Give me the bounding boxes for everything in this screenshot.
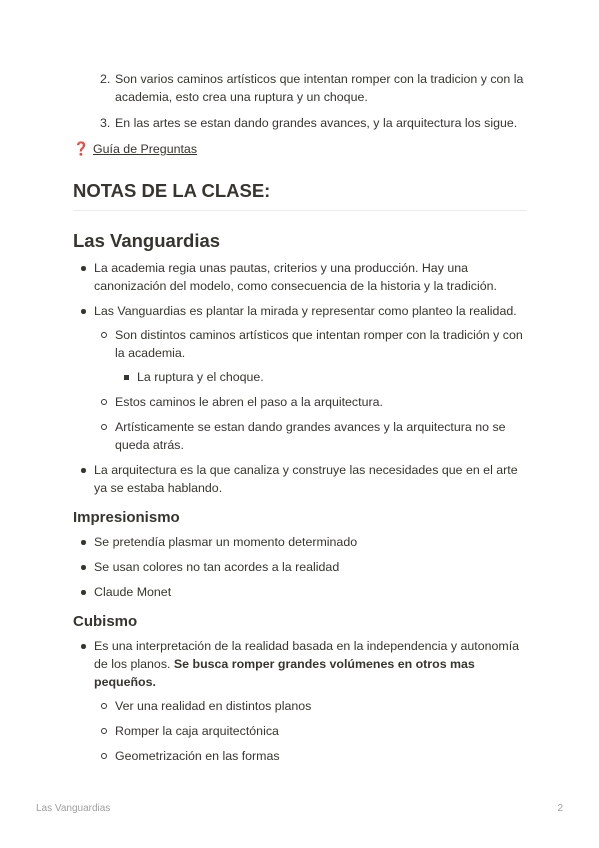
guide-link[interactable]: Guía de Preguntas bbox=[93, 142, 198, 156]
question-mark-icon: ❓ bbox=[73, 141, 90, 156]
list-item-bold-text: Se busca romper grandes volúmenes en otros mas pequeños. bbox=[94, 657, 475, 689]
list-item-text: Geometrización en las formas bbox=[115, 749, 280, 763]
list-item-text: Las Vanguardias es plantar la mirada y representar como planteo la realidad. bbox=[94, 304, 517, 318]
list-item-text: Ver una realidad en distintos planos bbox=[115, 699, 312, 713]
nested-list bbox=[94, 697, 527, 765]
page-content bbox=[73, 70, 527, 772]
list-item bbox=[73, 533, 527, 551]
list-item-text: Se pretendía plasmar un momento determinado bbox=[94, 535, 358, 549]
list-item bbox=[73, 637, 527, 765]
cubismo-list bbox=[73, 637, 527, 765]
list-item bbox=[94, 747, 527, 765]
nested-list bbox=[94, 326, 527, 454]
section-title-vanguardias: Las Vanguardias bbox=[73, 230, 221, 251]
list-item bbox=[94, 697, 527, 715]
section-title-cubismo: Cubismo bbox=[73, 613, 138, 630]
list-item bbox=[73, 114, 527, 132]
list-item-text: Artísticamente se estan dando grandes avances y la arquitectura no se queda atrás. bbox=[115, 420, 506, 452]
list-item bbox=[73, 302, 527, 454]
section-title-impresionismo: Impresionismo bbox=[73, 509, 180, 526]
list-item bbox=[94, 722, 527, 740]
list-item-text: La ruptura y el choque. bbox=[137, 370, 264, 384]
list-item-text: En las artes se estan dando grandes avances, y la arquitectura los sigue. bbox=[115, 116, 518, 130]
list-number: 2. bbox=[100, 72, 111, 86]
list-item-text: Claude Monet bbox=[94, 585, 172, 599]
list-item bbox=[73, 461, 527, 497]
page-number: 2 bbox=[557, 803, 563, 814]
list-item-text: La arquitectura es la que canaliza y construye las necesidades que en el arte ya se estaba hablando. bbox=[94, 463, 518, 495]
footer-title: Las Vanguardias bbox=[36, 803, 111, 814]
list-item bbox=[115, 368, 527, 386]
list-item-text: Romper la caja arquitectónica bbox=[115, 724, 279, 738]
list-item-text: La academia regia unas pautas, criterios y una producción. Hay una canonización del modelo, como consecuencia de la historia y la tradición. bbox=[94, 261, 497, 293]
list-item-text: Son distintos caminos artísticos que intentan romper con la tradición y con la academia. bbox=[115, 328, 523, 360]
notes-heading: NOTAS DE LA CLASE: bbox=[73, 180, 527, 211]
numbered-list bbox=[73, 70, 527, 132]
list-item bbox=[73, 583, 527, 601]
vanguardias-list bbox=[73, 259, 527, 497]
list-item bbox=[94, 393, 527, 411]
list-number: 3. bbox=[100, 116, 111, 130]
impresionismo-list bbox=[73, 533, 527, 601]
nested-list bbox=[115, 368, 527, 386]
list-item bbox=[73, 558, 527, 576]
list-item bbox=[73, 259, 527, 295]
list-item bbox=[94, 418, 527, 454]
list-item-text: Son varios caminos artísticos que intentan romper con la tradicion y con la academia, esto crea una ruptura y un choque. bbox=[115, 72, 524, 104]
list-item-text: Se usan colores no tan acordes a la realidad bbox=[94, 560, 340, 574]
list-item bbox=[73, 70, 527, 106]
list-item bbox=[94, 326, 527, 386]
list-item-text: Es una interpretación de la realidad basada en la independencia y autonomía de los planos. bbox=[94, 639, 520, 671]
guide-link-row[interactable] bbox=[73, 140, 527, 158]
list-item-text: Estos caminos le abren el paso a la arquitectura. bbox=[115, 395, 383, 409]
